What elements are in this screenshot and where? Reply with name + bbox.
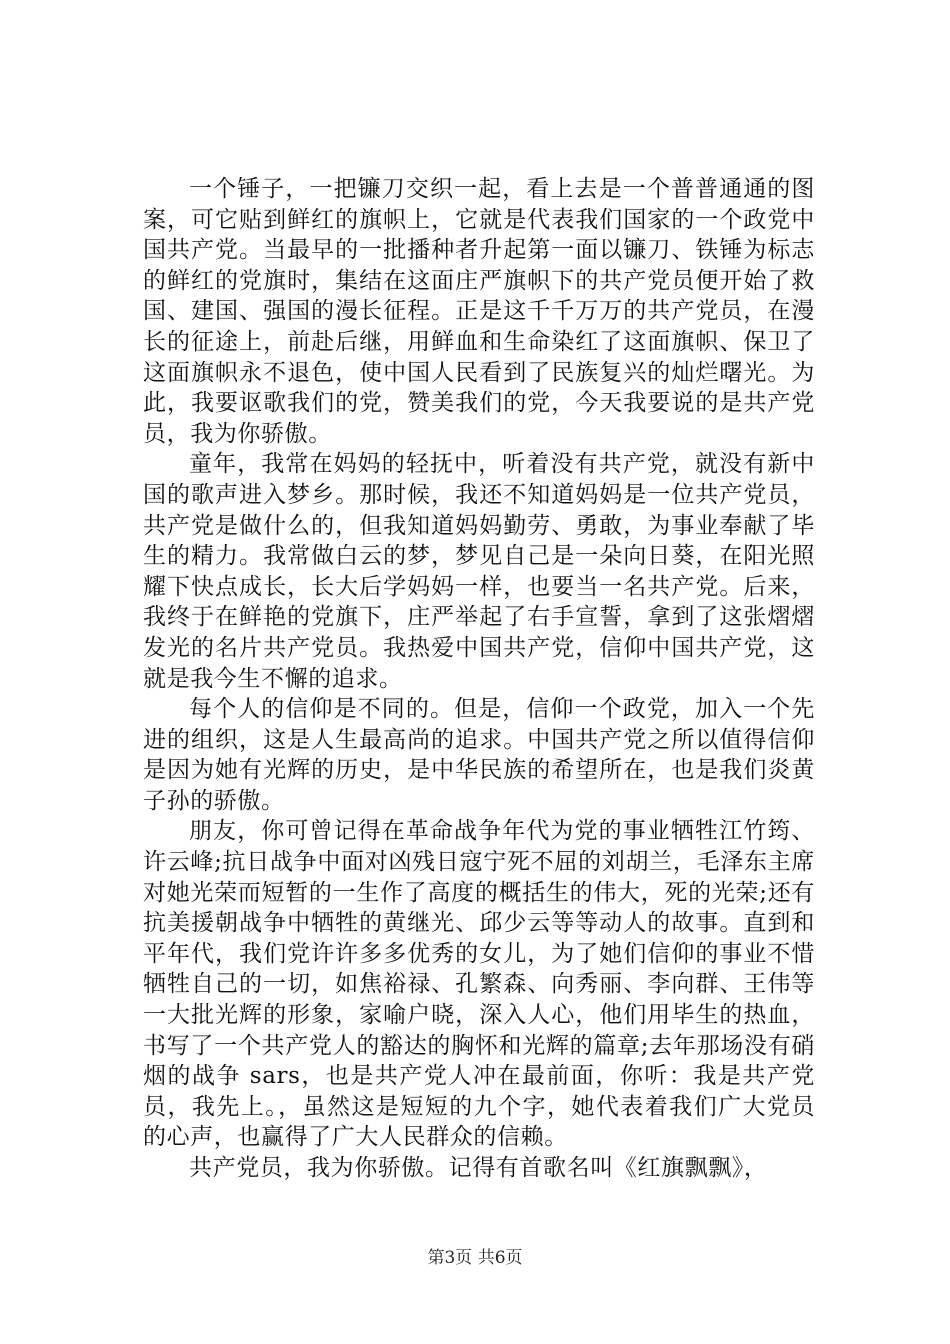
page-footer: 第3页 共6页 — [427, 1248, 523, 1268]
paragraph-hammer-sickle: 一个锤子，一把镰刀交织一起，看上去是一个普普通通的图案，可它贴到鲜红的旗帜上，它就是代表我们国家的一个政党中国共产党。当最早的一批播种者升起第一面以镰刀、铁锤为标志的鲜红的党旗时，集结在这面庄严旗帜下的共产党员便开始了救国、建国、强国的漫长征程。正是这千千万万的共产党员，在漫长的征途上，前赴后继，用鲜血和生命染红了这面旗帜、保卫了这面旗帜永不退色，使中国人民看到了民族复兴的灿烂曙光。为此，我要讴歌我们的党，赞美我们的党，今天我要说的是共产党员，我为你骄傲。 — [143, 176, 815, 447]
paragraph-belief: 每个人的信仰是不同的。但是，信仰一个政党，加入一个先进的组织，这是人生最高尚的追求。中国共产党之所以值得信仰是因为她有光辉的历史，是中华民族的希望所在，也是我们炎黄子孙的骄傲。 — [143, 696, 815, 814]
paragraph-childhood: 童年，我常在妈妈的轻抚中，听着没有共产党，就没有新中国的歌声进入梦乡。那时候，我还不知道妈妈是一位共产党员，共产党是做什么的，但我知道妈妈勤劳、勇敢，为事业奉献了毕生的精力。我常做白云的梦，梦见自己是一朵向日葵，在阳光照耀下快点成长，长大后学妈妈一样，也要当一名共产党。后来，我终于在鲜艳的党旗下，庄严举起了右手宣誓，拿到了这张熠熠发光的名片共产党员。我热爱中国共产党，信仰中国共产党，这就是我今生不懈的追求。 — [143, 451, 815, 692]
document-body — [143, 174, 815, 1184]
paragraph-pride: 共产党员，我为你骄傲。记得有首歌名叫《红旗飘飘》， — [189, 1155, 768, 1181]
paragraph-heroes: 朋友，你可曾记得在革命战争年代为党的事业牺牲江竹筠、许云峰;抗日战争中面对凶残日寇宁死不屈的刘胡兰，毛泽东主席对她光荣而短暂的一生作了高度的概括生的伟大，死的光荣;还有抗美援朝战争中牺牲的黄继光、邱少云等等动人的故事。直到和平年代，我们党许许多多优秀的女儿，为了她们信仰的事业不惜牺牲自己的一切，如焦裕禄、孔繁森、向秀丽、李向群、王伟等一大批光辉的形象，家喻户晓，深入人心，他们用毕生的热血，书写了一个共产党人的豁达的胸怀和光辉的篇章;去年那场没有硝烟的战争 sars，也是共产党人冲在最前面，你听：我是共产党员，我先上。，虽然这是短短的九个字，她代表着我们广大党员的心声，也赢得了广大人民群众的信赖。 — [143, 818, 815, 1151]
